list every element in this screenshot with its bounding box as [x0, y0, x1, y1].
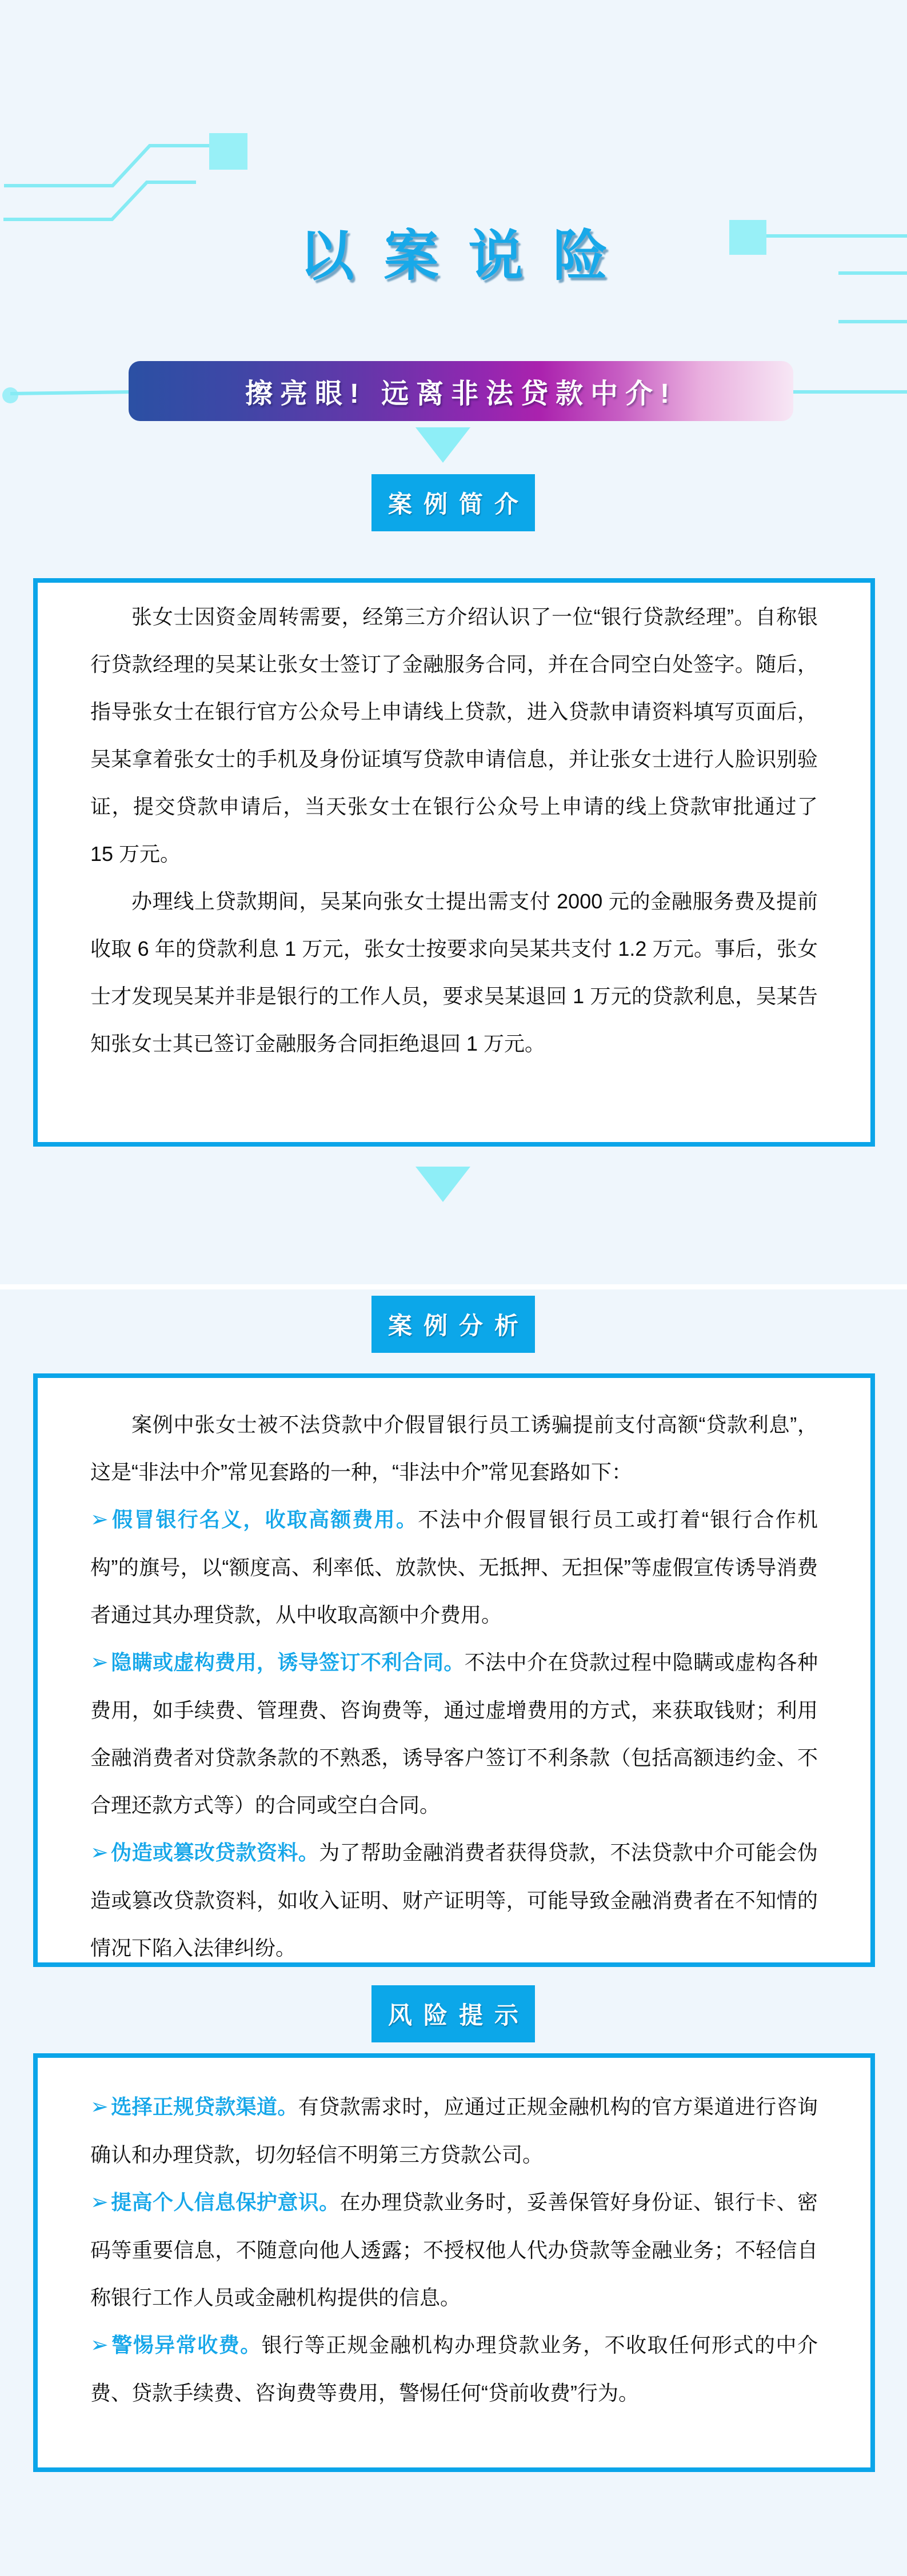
section-heading-label: 案例简介 — [387, 491, 530, 518]
bullet-lead: 假冒银行名义，收取高额费用。 — [110, 1508, 418, 1531]
analysis-bullet-3 — [90, 1829, 818, 1967]
section-heading-label: 案例分析 — [387, 1312, 530, 1339]
section-heading-case-intro — [371, 474, 535, 531]
tips-bullet-2 — [90, 2178, 818, 2321]
section-heading-risk-tips — [371, 1985, 535, 2042]
deco-square-left — [209, 133, 247, 170]
case-intro-paragraph-1: 张女士因资金周转需要，经第三方介绍认识了一位“银行贷款经理”。自称银行贷款经理的吴某让张女士签订了金融服务合同，并在合同空白处签字。随后，指导张女士在银行官方公众号上申请线上贷款，进入贷款申请资料填写页面后，吴某拿着张女士的手机及身份证填写贷款申请信息，并让张女士进行人脸识别验证，提交贷款申请后，当天张女士在银行公众号上申请的线上贷款审批通过了 15 万元。 — [90, 605, 818, 866]
down-arrow-icon — [415, 427, 470, 463]
banner-line-left — [10, 392, 131, 394]
tips-bullet-3 — [90, 2321, 818, 2417]
bullet-lead: 提高个人信息保护意识。 — [110, 2190, 340, 2214]
section-divider — [0, 1284, 907, 1289]
bullet-body: 不法中介假冒银行员工或打着“银行合作机构”的旗号，以“额度高、利率低、放款快、无抵押、无担保”等虚假宣传诱导消费者通过其办理贷款，从中收取高额中介费用。 — [90, 1508, 818, 1626]
case-intro-box — [33, 578, 875, 1147]
bullet-arrow-icon: ➢ — [90, 1841, 109, 1865]
analysis-intro-paragraph: 案例中张女士被不法贷款中介假冒银行员工诱骗提前支付高额“贷款利息”，这是“非法中介”常见套路的一种，“非法中介”常见套路如下： — [90, 1413, 818, 1484]
bullet-lead: 选择正规贷款渠道。 — [110, 2095, 298, 2118]
deco-dot-left — [2, 387, 18, 403]
bullet-lead: 伪造或篡改贷款资料。 — [110, 1841, 319, 1864]
bullet-arrow-icon: ➢ — [90, 2333, 109, 2357]
bullet-body: 不法中介在贷款过程中隐瞒或虚构各种费用，如手续费、管理费、咨询费等，通过虚增费用的方式，来获取钱财；利用金融消费者对贷款条款的不熟悉，诱导客户签订不利条款（包括高额违约金、不合理还款方式等）的合同或空白合同。 — [90, 1650, 818, 1817]
section-heading-case-analysis — [371, 1296, 535, 1353]
page-title: 以案说险 — [299, 226, 638, 287]
bullet-body: 有贷款需求时，应通过正规金融机构的官方渠道进行咨询确认和办理贷款，切勿轻信不明第三方贷款公司。 — [90, 2095, 818, 2166]
bullet-arrow-icon: ➢ — [90, 2190, 109, 2214]
analysis-bullet-2 — [90, 1638, 818, 1829]
bullet-arrow-icon: ➢ — [90, 1508, 109, 1532]
tips-bullet-1 — [90, 2083, 818, 2178]
bullet-lead: 隐瞒或虚构费用，诱导签订不利合同。 — [110, 1650, 465, 1674]
risk-tips-box — [33, 2053, 875, 2472]
slogan-text: 擦亮眼! 远离非法贷款中介! — [245, 379, 677, 409]
circuit-line-top-left-1 — [4, 146, 209, 186]
bullet-arrow-icon: ➢ — [90, 1650, 109, 1674]
bullet-arrow-icon: ➢ — [90, 2095, 109, 2119]
case-intro-paragraph-2: 办理线上贷款期间，吴某向张女士提出需支付 2000 元的金融服务费及提前收取 6 年的贷款利息 1 万元，张女士按要求向吴某共支付 1.2 万元。事后，张女士才发现吴某并非是银行的工作人员，要求吴某退回 1 万元的贷款利息，吴某告知张女士其已签订金融服务合同拒绝退回 1 万元。 — [90, 890, 818, 1055]
bullet-body: 在办理贷款业务时，妥善保管好身份证、银行卡、密码等重要信息，不随意向他人透露；不授权他人代办贷款等金融业务；不轻信自称银行工作人员或金融机构提供的信息。 — [90, 2190, 818, 2309]
bullet-body: 为了帮助金融消费者获得贷款，不法贷款中介可能会伪造或篡改贷款资料，如收入证明、财产证明等，可能导致金融消费者在不知情的情况下陷入法律纠纷。 — [90, 1841, 818, 1960]
section-heading-label: 风险提示 — [387, 2002, 530, 2029]
bullet-lead: 警惕异常收费。 — [110, 2333, 262, 2357]
slogan-banner — [129, 361, 793, 421]
down-arrow-icon — [415, 1167, 470, 1202]
case-analysis-box — [33, 1373, 875, 1967]
analysis-bullet-1 — [90, 1496, 818, 1638]
bullet-body: 银行等正规金融机构办理贷款业务，不收取任何形式的中介费、贷款手续费、咨询费等费用，警惕任何“贷前收费”行为。 — [90, 2333, 818, 2405]
